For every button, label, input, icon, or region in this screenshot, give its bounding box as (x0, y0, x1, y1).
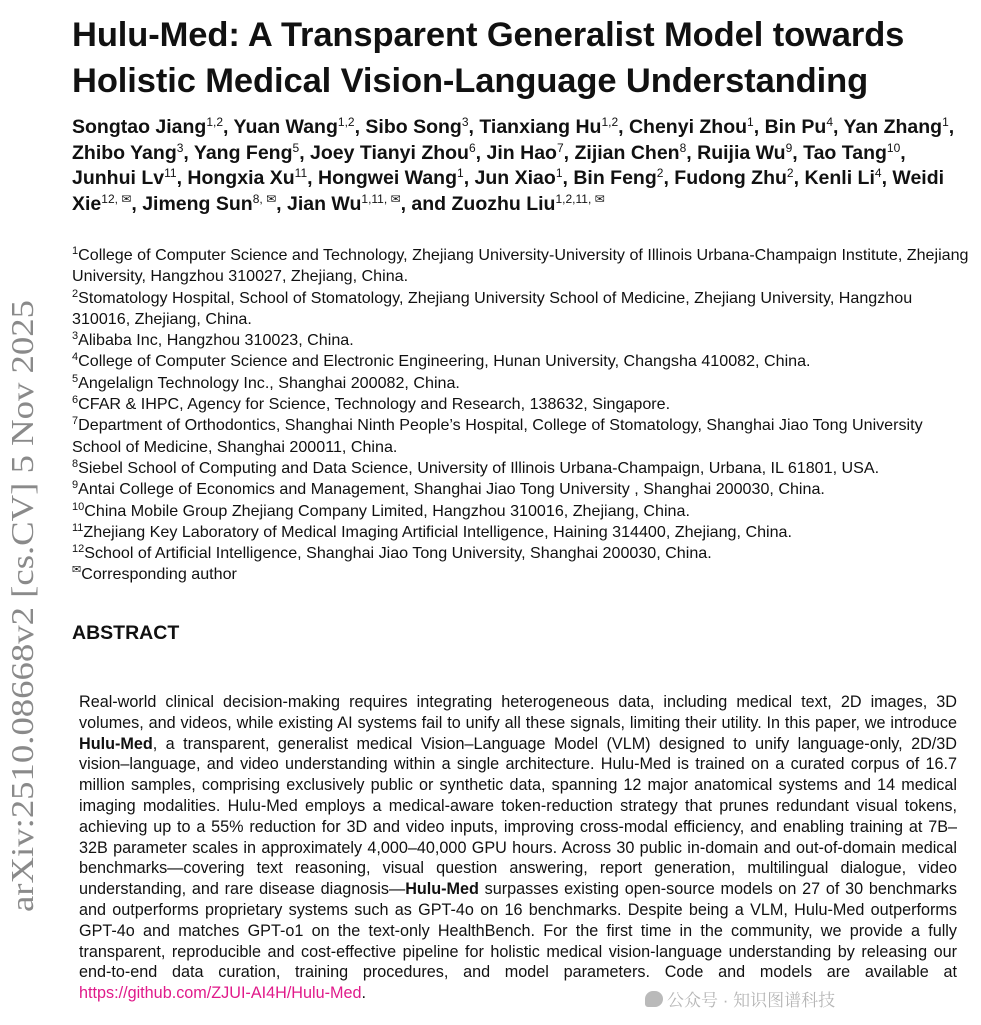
author-affiliation-mark: 10 (886, 140, 901, 155)
author-affiliation-mark: 4 (826, 115, 834, 129)
author-name: Yuan Wang (233, 116, 338, 138)
author-name: Hongxia Xu (187, 167, 295, 189)
author-affiliation-mark: 11 (164, 166, 177, 180)
author-affiliation-mark: 1 (457, 166, 464, 180)
author-name: Jin Hao (486, 141, 557, 164)
arxiv-stamp-text: arXiv:2510.08668v2 [cs.CV] 5 Nov 2025 (4, 378, 40, 912)
author-affiliation-mark: 1,2 (337, 115, 355, 129)
author-affiliation-mark: 8 (679, 140, 687, 155)
abstract-text (79, 692, 957, 1004)
affiliation (72, 415, 972, 458)
affiliation (72, 288, 972, 331)
author-name: Chenyi Zhou (628, 116, 748, 138)
author-affiliation-mark: 5 (292, 140, 300, 155)
affiliation-text: CFAR & IHPC, Agency for Science, Technology and Research, 138632, Singapore. (78, 395, 671, 414)
affiliation (72, 394, 972, 415)
affiliation-mark: 3 (72, 330, 79, 343)
author-name: Zijian Chen (574, 141, 680, 164)
arxiv-stamp (0, 290, 44, 920)
affiliation (72, 479, 972, 500)
author-name: Tao Tang (803, 141, 887, 164)
affiliation (72, 330, 972, 351)
affiliation-text: Siebel School of Computing and Data Science, University of Illinois Urbana-Champaign, Urbana, IL 61801, USA. (78, 458, 880, 477)
author-name: Yang Feng (193, 141, 293, 164)
author-affiliation-mark: 3 (176, 140, 184, 155)
author-name: and Zuozhu Liu (411, 192, 556, 215)
author-name: Songtao Jiang (72, 116, 207, 138)
author-name: Sibo Song (365, 116, 462, 138)
affiliation-text: College of Computer Science and Technology, Zhejiang University-University of Illinois Urbana-Champaign Institute, Zhejiang University, Hangzhou 310027, Zhejiang, China. (72, 246, 969, 286)
author-affiliation-mark: 12, ✉ (101, 191, 132, 206)
affiliation-text: Alibaba Inc, Hangzhou 310023, China. (78, 331, 354, 350)
abstract-part-2: , a transparent, generalist medical Vision–Language Model (VLM) designed to unify language-only, 2D/3D vision–language, and video understanding within a single architecture. Hulu-Med is trained on a curated corpus of 16.7 million samples, comprising exclusively public or synthetic data, spanning 12 major anatomical systems and 14 medical imaging modalities. Hulu-Med employs a medical-aware token-reduction strategy that prunes redundant visual tokens, achieving up to a 55% reduction for 3D and video inputs, improving cross-modal efficiency, and enabling training at 7B–32B parameter scales in approximately 4,000–40,000 GPU hours. Across 30 public in-domain and out-of-domain medical benchmarks—covering text reasoning, visual question answering, report generation, multilingual dialogue, video understanding, and rare disease diagnosis— (79, 734, 957, 899)
author-name: Joey Tianyi Zhou (310, 141, 469, 164)
watermark-text: 公众号 · 知识图谱科技 (667, 991, 836, 1010)
affiliation-mark: 8 (72, 457, 79, 470)
author-name: Weidi Xie (72, 167, 945, 215)
affiliation-mark: 9 (72, 479, 79, 492)
abstract-heading: ABSTRACT (72, 622, 180, 644)
author-list: Songtao Jiang$^{1,2}$, Yuan Wang$^{1,2}$, Sibo Song$^3$, Tianxiang Hu$^{1,2}$, Chenyi Zhou$^1$, Bin Pu$^4$, Yan Zhang$^1$, Zhibo Yang$^3$, Yang Feng$^5$, Joey Tianyi Zhou$^6$, Jin Hao$^7$, Zijian Chen$^8$, Ruijia Wu$^9$, Tao Tang$^{10}$, Junhui Lv$^{11}$, Hongxia Xu$^{11}$, Hongwei Wang$^1$, Jun Xiao$^1$, Bin Feng$^2$, Fudong Zhu$^2$, Kenli Li$^4$, Weidi Xie$^{12, ✉}$, Jimeng Sun$^{8, ✉}$, Jian $Wu^{1,11, ✉}$, and Zuozhu Liu$^{1,2,11, ✉}$ (72, 115, 955, 215)
affiliation-mark: 10 (72, 500, 85, 513)
affiliation-mark: 2 (72, 287, 79, 300)
abstract-model-name: Hulu-Med (79, 734, 153, 753)
author-name: Zhibo Yang (72, 141, 177, 164)
affiliation-mark: 1 (72, 245, 79, 257)
affiliation-mark: ✉ (72, 564, 82, 577)
affiliation (72, 351, 972, 372)
author-affiliation-mark: 2 (786, 166, 794, 180)
author-name: Jimeng Sun (142, 192, 253, 215)
author-affiliation-mark: 1,2 (206, 115, 224, 129)
author-affiliation-mark: 4 (874, 166, 882, 180)
author-name: Jian Wu (286, 192, 362, 215)
affiliation-mark: 5 (72, 372, 79, 385)
affiliation-text: Zhejiang Key Laboratory of Medical Imaging Artificial Intelligence, Haining 314400, Zhejiang, China. (83, 522, 792, 541)
affiliation (72, 501, 972, 522)
affiliation (72, 373, 972, 394)
affiliation-text: Department of Orthodontics, Shanghai Ninth People’s Hospital, College of Stomatology, Shanghai Jiao Tong University School of Medicine, Shanghai 200011, China. (72, 416, 923, 456)
affiliation (72, 458, 972, 479)
affiliation-text: Antai College of Economics and Management, Shanghai Jiao Tong University , Shanghai 200030, China. (78, 480, 825, 499)
code-link[interactable]: https://github.com/ZJUI-AI4H/Hulu-Med (79, 984, 362, 1003)
author-name: Fudong Zhu (674, 167, 787, 189)
affiliation-mark: 12 (72, 543, 85, 556)
affiliation-text: Corresponding author (81, 565, 237, 584)
affiliation (72, 245, 972, 288)
affiliation-text: Stomatology Hospital, School of Stomatology, Zhejiang University School of Medicine, Zhejiang University, Hangzhou 310016, Zhejiang, China. (72, 288, 913, 328)
author-name: Junhui Lv (72, 167, 165, 189)
author-affiliation-mark: 9 (785, 140, 793, 155)
affiliation-text: School of Artificial Intelligence, Shanghai Jiao Tong University, Shanghai 200030, China. (84, 544, 712, 563)
author-name: Hongwei Wang (317, 167, 457, 189)
affiliation (72, 522, 972, 543)
affiliation-mark: 6 (72, 394, 79, 407)
author-name: Bin Feng (573, 167, 657, 189)
affiliation-text: China Mobile Group Zhejiang Company Limited, Hangzhou 310016, Zhejiang, China. (84, 501, 690, 520)
author-affiliation-mark: 1,2,11, ✉ (555, 191, 605, 206)
abstract-part-4: . (361, 984, 366, 1003)
watermark (645, 986, 835, 1011)
abstract-part-3: surpasses existing open-source models on 27 of 30 benchmarks and outperforms proprietary systems such as GPT-4o on 16 benchmarks. Despite being a VLM, Hulu-Med outperforms GPT-4o and matches GPT-o1 on the text-only HealthBench. For the first time in the community, we provide a fully transparent, reproducible and cost-effective pipeline for holistic medical vision-language understanding by releasing our end-to-end data curation, training procedures, and model parameters. Code and models are available at (79, 880, 957, 982)
affiliation-text: College of Computer Science and Electronic Engineering, Hunan University, Changsha 410082, China. (78, 352, 811, 371)
author-name: Yan Zhang (843, 116, 943, 138)
author-affiliation-mark: 1,2 (601, 115, 619, 129)
author-name: Ruijia Wu (697, 141, 786, 164)
affiliation-mark: 7 (72, 415, 79, 428)
paper-title: Hulu-Med: A Transparent Generalist Model towards Holistic Medical Vision-Language Understanding (72, 16, 905, 100)
author-affiliation-mark: 8, ✉ (252, 191, 277, 206)
author-affiliation-mark: 1 (555, 166, 563, 180)
author-affiliation-mark: 1 (747, 115, 754, 129)
author-affiliation-mark: 7 (556, 140, 564, 155)
abstract-model-name-2: Hulu-Med (405, 880, 479, 899)
wechat-icon (645, 991, 663, 1007)
author-affiliation-mark: 1 (942, 115, 949, 129)
affiliation (72, 543, 972, 564)
author-affiliation-mark: 11 (294, 166, 308, 180)
author-name: Kenli Li (804, 167, 875, 189)
author-affiliation-mark: 6 (468, 140, 476, 155)
affiliation-list (72, 245, 972, 586)
affiliation-text: Angelalign Technology Inc., Shanghai 200082, China. (78, 373, 460, 392)
author-name: Tianxiang Hu (479, 116, 602, 138)
author-affiliation-mark: 1,11, ✉ (361, 191, 401, 206)
affiliation-mark: 11 (72, 521, 84, 534)
author-affiliation-mark: 3 (461, 115, 469, 129)
abstract-part-1: Real-world clinical decision-making requires integrating heterogeneous data, including medical text, 2D images, 3D volumes, and videos, while existing AI systems fail to unify all these signals, limiting their utility. In this paper, we introduce (79, 693, 957, 732)
author-name: Bin Pu (764, 116, 827, 138)
author-affiliation-mark: 2 (656, 166, 664, 180)
affiliation (72, 564, 972, 585)
author-name: Jun Xiao (474, 167, 556, 189)
affiliation-mark: 4 (72, 351, 79, 364)
